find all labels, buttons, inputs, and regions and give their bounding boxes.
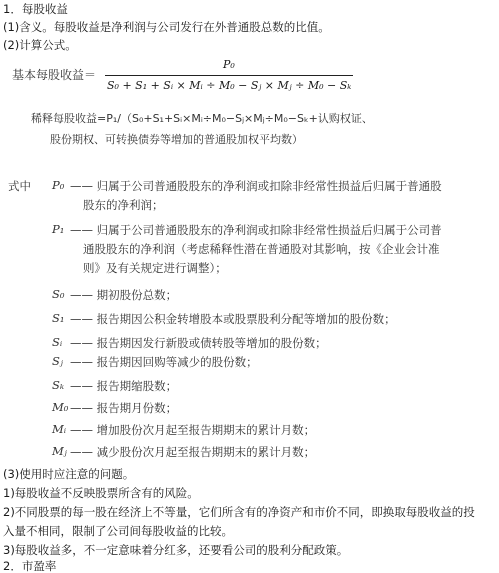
where-label: 式中 <box>8 179 31 193</box>
section-heading-pe-ratio: 2．市盈率 <box>3 559 57 573</box>
definition-text: —— 增加股份次月起至报告期期末的累计月数； <box>70 423 316 437</box>
note-line: 2)不同股票的每一股在经济上不等量，它们所含有的净资产和市价不同，即换取每股收益的投 <box>3 505 475 519</box>
definition-symbol: Mⱼ <box>52 444 67 458</box>
basic-eps-numerator: P₀ <box>223 58 235 71</box>
definition-symbol: Sᵢ <box>52 335 63 349</box>
basic-eps-fraction <box>105 58 355 98</box>
definition-text: —— 期初股份总数； <box>70 288 178 302</box>
definition-continuation: 通股股东的净利润（考虑稀释性潜在普通股对其影响，按《企业会计准 <box>83 242 440 256</box>
definition-symbol: P₁ <box>52 222 65 236</box>
definition-text: —— 归属于公司普通股股东的净利润或扣除非经常性损益后归属于普通股 <box>70 179 442 193</box>
item-usage-notes-heading: (3)使用时应注意的问题。 <box>3 467 135 481</box>
definition-continuation: 则》及有关规定进行调整）； <box>83 261 227 275</box>
definition-symbol: S₁ <box>52 311 65 325</box>
definition-symbol: M₀ <box>52 400 69 414</box>
definition-symbol: S₀ <box>52 287 65 301</box>
diluted-eps-line2: 股份期权、可转换债券等增加的普通股加权平均数） <box>50 133 303 146</box>
fraction-bar <box>105 75 353 76</box>
note-line: 1)每股收益不反映股票所含有的风险。 <box>3 486 199 500</box>
definition-symbol: Sⱼ <box>52 354 63 368</box>
definition-text: —— 报告期月份数； <box>70 401 178 415</box>
definition-text: —— 报告期因回购等减少的股份数； <box>70 355 258 369</box>
note-line: 3)每股收益多，不一定意味着分红多，还要看公司的股利分配政策。 <box>3 543 349 557</box>
definition-text: —— 报告期缩股数； <box>70 379 178 393</box>
basic-eps-label: 基本每股收益＝ <box>12 68 97 82</box>
section-heading-eps: 1．每股收益 <box>3 2 68 16</box>
definition-text: —— 报告期因发行新股或债转股等增加的股份数； <box>70 336 327 350</box>
definition-symbol: Mᵢ <box>52 422 67 436</box>
definition-text: —— 减少股份次月起至报告期期末的累计月数； <box>70 445 316 459</box>
note-line: 入量不相同，限制了公司间每股收益的比较。 <box>3 524 233 538</box>
definition-text: —— 归属于公司普通股股东的净利润或扣除非经常性损益后归属于公司普 <box>70 223 442 237</box>
item-formula-heading: (2)计算公式。 <box>3 38 77 52</box>
item-meaning: (1)含义。每股收益是净利润与公司发行在外普通股总数的比值。 <box>3 20 330 34</box>
diluted-eps-line1: 稀释每股收益=P₁/（S₀+S₁+Sᵢ×Mᵢ÷M₀−Sⱼ×Mⱼ÷M₀−Sₖ+认购权证、 <box>31 112 373 125</box>
definition-continuation: 股东的净利润； <box>83 198 164 212</box>
definition-text: —— 报告期因公积金转增股本或股票股利分配等增加的股份数； <box>70 312 396 326</box>
definition-symbol: P₀ <box>52 178 65 192</box>
basic-eps-denominator: S₀ + S₁ + Sᵢ × Mᵢ ÷ M₀ − Sⱼ × Mⱼ ÷ M₀ − Sₖ <box>107 79 352 92</box>
definition-symbol: Sₖ <box>52 378 65 392</box>
